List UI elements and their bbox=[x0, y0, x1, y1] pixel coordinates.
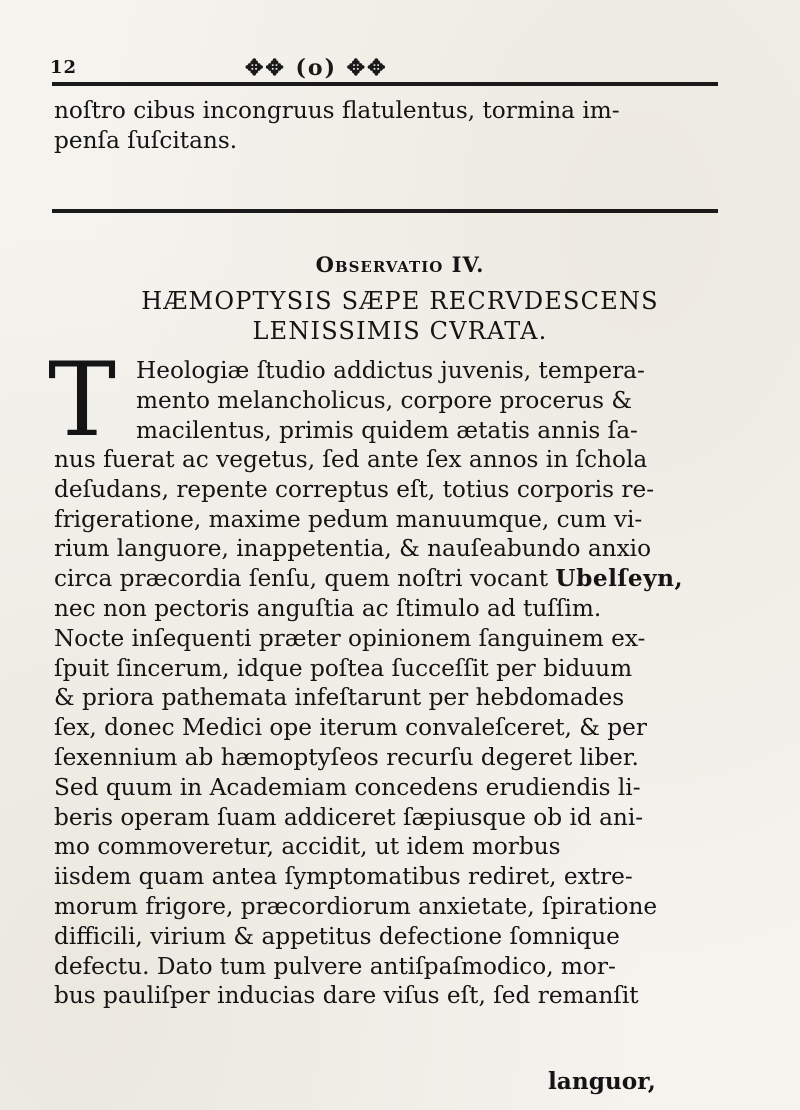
observation-title-line-2: LENISSIMIS CVRATA. bbox=[252, 317, 548, 345]
text-line: difficili, virium & appetitus defectione ſomnique bbox=[54, 922, 620, 950]
text-line bbox=[54, 1041, 734, 1071]
header-rule bbox=[52, 82, 718, 86]
text-line: ſexennium ab hæmoptyſeos recurſu degeret liber. bbox=[54, 743, 639, 771]
text-line: macilentus, primis quidem ætatis annis ſa- bbox=[136, 416, 638, 444]
catchword: languor, bbox=[548, 1068, 656, 1095]
observation-number: IV. bbox=[451, 252, 485, 277]
vernacular-word: Ubelſeyn, bbox=[555, 565, 684, 593]
text-line: nec non pectoris anguſtia ac ſtimulo ad tuſſim. bbox=[54, 594, 602, 622]
text-line: frigeratione, maxime pedum manuumque, cum vi- bbox=[54, 505, 643, 533]
section-divider bbox=[52, 209, 718, 213]
observation-label: Observatio bbox=[315, 252, 444, 277]
text-line bbox=[54, 564, 734, 594]
text-line bbox=[54, 1011, 734, 1041]
main-paragraph bbox=[54, 445, 734, 1071]
text-line: ſex, donec Medici ope iterum convaleſceret, & per bbox=[54, 714, 647, 742]
text-line: noſtro cibus incongruus flatulentus, tormina im- bbox=[54, 97, 620, 124]
text-line: nus fuerat ac vegetus, ſed ante ſex annos in ſchola bbox=[54, 446, 648, 473]
intro-paragraph bbox=[54, 96, 734, 156]
text-line: rium languore, inappetentia, & nauſeabundo anxio bbox=[54, 535, 652, 563]
text-line: beris operam ſuam addiceret ſæpiusque ob id ani- bbox=[54, 803, 644, 831]
main-paragraph-opening bbox=[136, 356, 645, 445]
text-line: mo commoveretur, accidit, ut idem morbus bbox=[54, 833, 561, 861]
text-line: bus pauliſper inducias dare viſus eſt, ſed remanſit bbox=[54, 982, 639, 1010]
text-line: ſpuit ſincerum, idque poſtea ſucceſſit per biduum bbox=[54, 654, 633, 682]
text-line: & priora pathemata infeſtarunt per hebdomades bbox=[54, 684, 625, 712]
text-line: morum frigore, præcordiorum anxietate, ſpiratione bbox=[54, 892, 658, 920]
text-line: Heologiæ ſtudio addictus juvenis, tempera- bbox=[136, 357, 645, 384]
text-line: Nocte inſequenti præter opinionem ſanguinem ex- bbox=[54, 624, 646, 652]
header-ornament: ✥✥ (o) ✥✥ bbox=[245, 55, 388, 81]
page-header bbox=[50, 55, 730, 85]
text-line: Sed quum in Academiam concedens erudiendis li- bbox=[54, 773, 641, 801]
observation-heading bbox=[0, 252, 800, 277]
observation-title-line-1: HÆMOPTYSIS SÆPE RECRVDESCENS bbox=[141, 287, 659, 315]
text-line: penſa ſuſcitans. bbox=[54, 126, 238, 154]
drop-cap: T bbox=[48, 341, 117, 460]
text-line: deſudans, repente correptus eſt, totius corporis re- bbox=[54, 475, 655, 503]
page-number: 12 bbox=[50, 57, 78, 78]
text-line: iisdem quam antea ſymptomatibus rediret, extre- bbox=[54, 863, 633, 891]
text-line: mento melancholicus, corpore procerus & bbox=[136, 386, 632, 414]
text-line: defectu. Dato tum pulvere antiſpaſmodico, mor- bbox=[54, 952, 616, 980]
text-fragment: circa præcordia ſenſu, quem noſtri vocant bbox=[54, 565, 549, 593]
